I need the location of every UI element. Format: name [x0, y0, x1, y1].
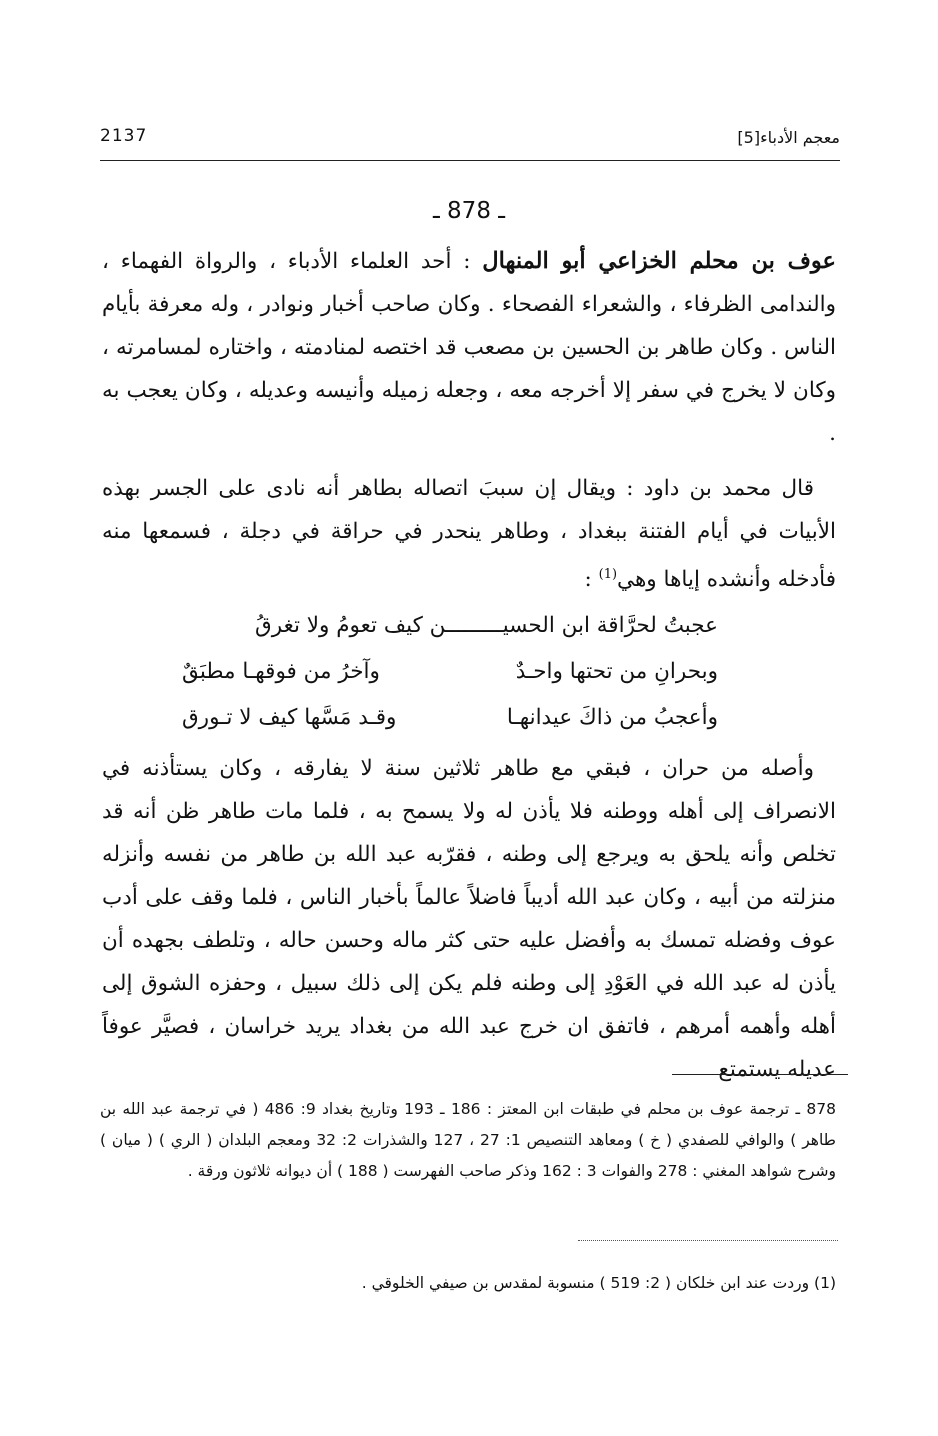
- footnotes-section: [100, 1094, 836, 1187]
- footnote-separator: [672, 1074, 848, 1075]
- footnote-reference: (1): [598, 567, 618, 582]
- footnote-1: (1) وردت عند ابن خلكان ( 2: 519 ) منسوبة لمقدس بن صيفي الخلوقي .: [361, 1274, 836, 1292]
- verse-hemistich-2: وآخرُ من فوقهـا مطبَقٌ: [182, 659, 380, 685]
- entry-intro-text: : أحد العلماء الأدباء ، والرواة الفهماء ، والندامى الظرفاء ، والشعراء الفصحاء . وكان صاحب أخبار ونوادر ، وله معرفة بأيام الناس . وكان طاهر بن الحسين بن مصعب قد اختصه لمنادمته ، واختاره لمسامرته ، وكان لا يخرج في سفر إلا أخرجه معه ، وجعله زميله وأنيسه وعديله ، وكان يعجب به .: [102, 249, 836, 446]
- paragraph-2-end: :: [584, 567, 599, 593]
- verse-line: [182, 695, 718, 741]
- poem-verses: [102, 603, 836, 741]
- verse-line: [182, 603, 718, 649]
- book-title: معجم الأدباء[5]: [737, 128, 840, 147]
- page-number: 2137: [100, 126, 148, 146]
- verse-line: [182, 649, 718, 695]
- entry-paragraph-2: [102, 467, 836, 601]
- entry-intro-paragraph: [102, 240, 836, 455]
- verse-hemistich-1: وأعجبُ من ذاكَ عيدانهـا: [506, 705, 718, 731]
- page-header: [100, 120, 840, 161]
- entry-number: ـ 878 ـ: [432, 198, 506, 224]
- verse-hemistich-2: وقـد مَسَّها كيف لا تـورق: [182, 705, 397, 731]
- paragraph-2-text: قال محمد بن داود : ويقال إن سببَ اتصاله بطاهر أنه نادى على الجسر بهذه الأبيات في أيام الفتنة ببغداد ، وطاهر ينحدر في حراقة في دجلة ، فسمعها منه فأدخله وأنشده إياها وهي: [102, 476, 836, 593]
- dotted-separator: [578, 1240, 838, 1241]
- entry-body: [102, 240, 836, 1091]
- entry-paragraph-3: وأصله من حران ، فبقي مع طاهر ثلاثين سنة لا يفارقه ، وكان يستأذنه في الانصراف إلى أهله ووطنه فلا يأذن له ولا يسمح به ، فلما مات طاهر ظن أنه قد تخلص وأنه يلحق به ويرجع إلى وطنه ، فقرّبه عبد الله بن طاهر من نفسه وأنزله منزلته من أبيه ، وكان عبد الله أديباً فاضلاً عالماً بأخبار الناس ، فلما وقف على أدب عوف وفضله تمسك به وأفضل عليه حتى كثر ماله وحسن حاله ، وتلطف بجهده أن يأذن له عبد الله في العَوْدِ إلى وطنه فلم يكن إلى ذلك سبيل ، وحفزه الشوق إلى أهله وأهمه أمرهم ، فاتفق ان خرج عبد الله من بغداد يريد خراسان ، فصيَّر عوفاً عديله يستمتع: [102, 756, 836, 1083]
- verse-hemistich-1: عجبتُ لحرَّاقة ابن الحسيـــــــــن كيف تعومُ ولا تغرقُ: [255, 613, 718, 639]
- verse-hemistich-1: وبحرانِ من تحتها واحـدٌ: [515, 659, 718, 685]
- footnote-main: 878 ـ ترجمة عوف بن محلم في طبقات ابن المعتز : 186 ـ 193 وتاريخ بغداد 9: 486 ( في ترجمة عبد الله بن طاهر ) والوافي للصفدي ( خ ) ومعاهد التنصيص 1: 27 ، 127 والشذرات 2: 32 ومعجم البلدان ( الري ) ( ميان ) وشرح شواهد المغني : 278 والفوات 3 : 162 وذكر صاحب الفهرست ( 188 ) أن ديوانه ثلاثون ورقة .: [100, 1100, 837, 1180]
- entry-person-name: عوف بن محلم الخزاعي أبو المنهال: [482, 248, 836, 274]
